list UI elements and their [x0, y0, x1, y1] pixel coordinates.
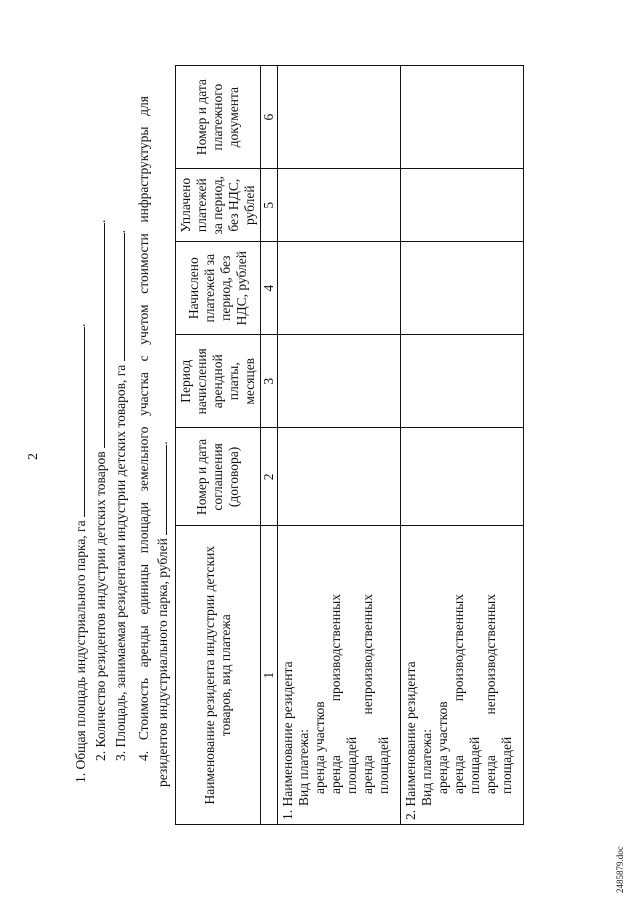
line-lease-cost: 4. Стоимость аренды единицы площади земельного участка с учетом стоимости инфраструктуры для — [136, 96, 151, 761]
header-cell: Наименование резидента индустрии детских товаров, вид платежа — [176, 526, 261, 825]
column-number: 5 — [261, 169, 278, 242]
table-cell — [401, 66, 524, 169]
column-number: 2 — [261, 428, 278, 526]
blank-field — [154, 445, 167, 535]
header-cell: Номер и дата платежного документа — [176, 66, 261, 169]
payment-lease-nonproduction: аренда непроизводственных — [360, 594, 375, 794]
payment-lease-production: аренда производственных — [451, 594, 466, 794]
payment-lease-nonproduction: аренда непроизводственных — [483, 594, 498, 794]
line-total-area: 1. Общая площадь индустриального парка, га . — [73, 323, 88, 783]
column-number: 4 — [261, 242, 278, 335]
line-residents-count: 2. Количество резидентов индустрии детских товаров . — [93, 219, 108, 761]
header-cell: Начислено платежей за период, без НДС, рублей — [176, 242, 261, 335]
payment-lease-plots: аренда участков — [435, 701, 450, 794]
payment-type-label: Вид платежа: — [419, 728, 434, 806]
table-cell — [278, 428, 401, 526]
column-number-row — [261, 66, 278, 825]
table-cell — [401, 428, 524, 526]
column-number: 3 — [261, 335, 278, 428]
resident-cell: 2. Наименование резидента Вид платежа: аренда участков аренда производственных площадей аренда непроизводственных площадей — [401, 526, 524, 825]
table-cell — [278, 335, 401, 428]
table-cell — [278, 169, 401, 242]
table-cell — [401, 242, 524, 335]
header-cell: Номер и дата соглашения (договора) — [176, 428, 261, 526]
table-row — [401, 66, 524, 825]
payment-type-label: Вид платежа: — [296, 728, 311, 806]
column-number: 1 — [261, 526, 278, 825]
resident-name: 1. Наименование резидента — [280, 661, 295, 820]
resident-cell: 1. Наименование резидента Вид платежа: аренда участков аренда производственных площадей аренда непроизводственных площадей — [278, 526, 401, 825]
blank-field — [72, 327, 85, 517]
column-number: 6 — [261, 66, 278, 169]
blank-field — [92, 223, 105, 448]
line-residents-area: 3. Площадь, занимаемая резидентами индустрии детских товаров, га . — [113, 230, 128, 761]
page-number: 2 — [26, 453, 41, 460]
payment-lease-production: аренда производственных — [328, 594, 343, 794]
table-cell — [278, 242, 401, 335]
payment-lease-plots: аренда участков — [312, 701, 327, 794]
blank-field — [112, 233, 125, 361]
table-cell — [278, 66, 401, 169]
payments-table — [175, 65, 524, 825]
table-cell — [401, 335, 524, 428]
table-row — [278, 66, 401, 825]
table-header-row — [176, 66, 261, 825]
header-cell: Период начисления арендной платы, месяцев — [176, 335, 261, 428]
document-filename: 2485879.doc — [615, 846, 625, 893]
resident-name: 2. Наименование резидента — [403, 661, 418, 820]
line-lease-cost-cont: резидентов индустриального парка, рублей . — [155, 441, 170, 787]
table-cell — [401, 169, 524, 242]
header-cell: Уплачено платежей за период, без НДС, рублей — [176, 169, 261, 242]
